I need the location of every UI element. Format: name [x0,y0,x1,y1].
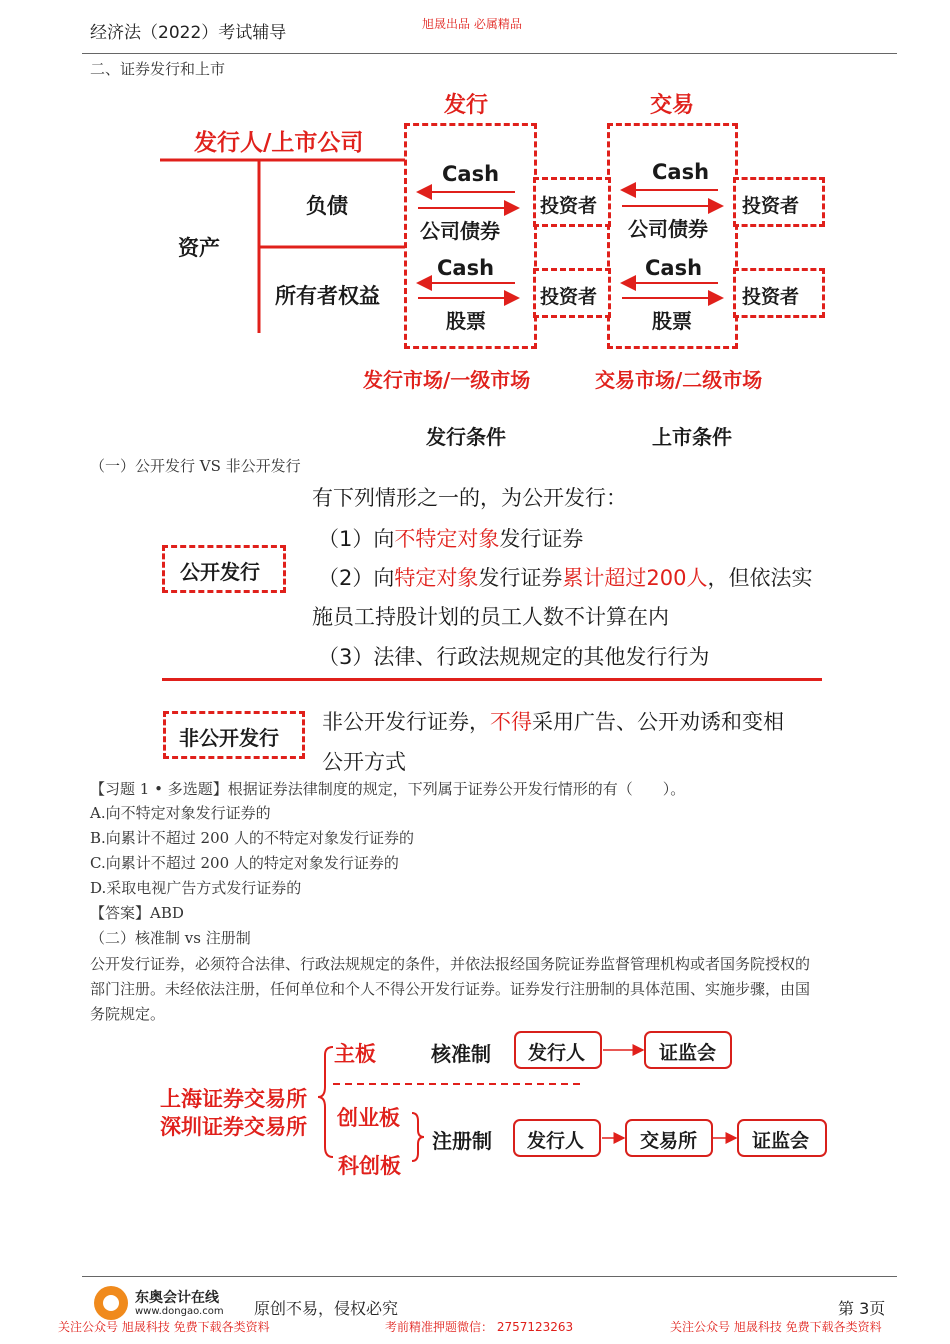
cash-label: Cash [645,256,703,280]
document-header-title: 经济法（2022）考试辅导 [90,23,287,43]
chinext-label: 创业板 [337,1106,400,1130]
investor-label: 投资者 [540,286,598,308]
exercise-answer: 【答案】ABD [90,904,184,922]
exercise-option: A.向不特定对象发行证券的 [90,804,271,822]
issuer-label: 发行人/上市公司 [194,130,364,156]
footer-note-left: 关注公众号 旭晟科技 免费下载各类资料 [58,1320,270,1334]
csrc-label: 证监会 [752,1130,810,1152]
public-item-2: （2）向特定对象发行证券累计超过200人，但依法实 [318,566,813,590]
issuance-trading-diagram [0,80,950,455]
private-issue-label: 非公开发行 [179,726,279,750]
public-item-3: （3）法律、行政法规规定的其他发行行为 [318,645,710,669]
footer-divider [82,1276,897,1277]
stock-label: 股票 [652,309,692,333]
cash-label: Cash [652,160,710,184]
issuer-label: 发行人 [528,1042,586,1064]
main-board-label: 主板 [334,1042,376,1066]
exercise-option: B.向累计不超过 200 人的不特定对象发行证券的 [90,829,414,847]
investor-label: 投资者 [540,195,598,217]
footer-note-center: 考前精准押题微信： 2757123263 [385,1320,574,1334]
assets-label: 资产 [178,236,220,260]
public-issue-label: 公开发行 [180,560,260,584]
equity-label: 所有者权益 [275,284,380,308]
approval-registration-diagram [0,1025,950,1185]
footer-note-right: 关注公众号 旭晟科技 免费下载各类资料 [670,1320,882,1334]
dongao-logo-icon [94,1286,128,1320]
exercise-question: 【习题 1 • 多选题】根据证券法律制度的规定，下列属于证券公开发行情形的有（ ）。 [90,780,686,798]
section-title: 二、证券发行和上市 [90,60,226,78]
subsection-title: （一）公开发行 VS 非公开发行 [90,457,301,475]
primary-market-label: 发行市场/一级市场 [363,368,531,392]
trade-column-label: 交易 [650,93,695,118]
registration-paragraph: 公开发行证券，必须符合法律、行政法规规定的条件，并依法报经国务院证券监督管理机构或者国务院授权的 部门注册。未经依法注册，任何单位和个人不得公开发行证券。证券发行注册制的具体范围、实施步骤，由国 务院规定。 [90,955,811,1023]
exchange-sh-label: 上海证券交易所 [160,1087,307,1111]
page-number: 第 3页 [838,1299,886,1318]
star-market-label: 科创板 [338,1154,401,1178]
csrc-label: 证监会 [659,1042,717,1064]
exchange-label: 交易所 [640,1130,698,1152]
exchange-sz-label: 深圳证券交易所 [160,1115,307,1139]
header-watermark: 旭晟出品 必属精品 [422,17,522,31]
registration-system-label: 注册制 [432,1129,492,1153]
investor-label: 投资者 [742,195,800,217]
logo-name: 东奥会计在线 [135,1290,219,1306]
listing-condition-label: 上市条件 [652,425,732,449]
public-item-2-cont: 施员工持股计划的员工人数不计算在内 [312,605,669,629]
logo-url: www.dongao.com [135,1306,224,1317]
exercise-option: C.向累计不超过 200 人的特定对象发行证券的 [90,854,399,872]
private-text-cont: 公开方式 [322,750,406,774]
issuer-label: 发行人 [527,1130,585,1152]
secondary-market-label: 交易市场/二级市场 [595,368,763,392]
issue-column-label: 发行 [444,93,489,118]
public-intro: 有下列情形之一的，为公开发行： [312,486,627,510]
divider-line [162,678,822,681]
cash-label: Cash [442,162,500,186]
exercise-option: D.采取电视广告方式发行证券的 [90,879,302,897]
stock-label: 股票 [446,309,486,333]
private-text: 非公开发行证券，不得采用广告、公开劝诱和变相 [322,710,784,734]
bond-label: 公司债券 [420,219,500,243]
cash-label: Cash [437,256,495,280]
liabilities-label: 负债 [306,194,348,218]
approval-system-label: 核准制 [431,1042,491,1066]
issue-condition-label: 发行条件 [426,425,506,449]
public-private-graphic [0,478,950,783]
bond-label: 公司债券 [628,217,708,241]
public-item-1: （1）向不特定对象发行证券 [318,527,584,551]
header-divider [82,53,897,54]
subsection-title: （二）核准制 vs 注册制 [90,929,251,947]
footer-slogan: 原创不易，侵权必究 [254,1299,399,1318]
investor-label: 投资者 [742,286,800,308]
